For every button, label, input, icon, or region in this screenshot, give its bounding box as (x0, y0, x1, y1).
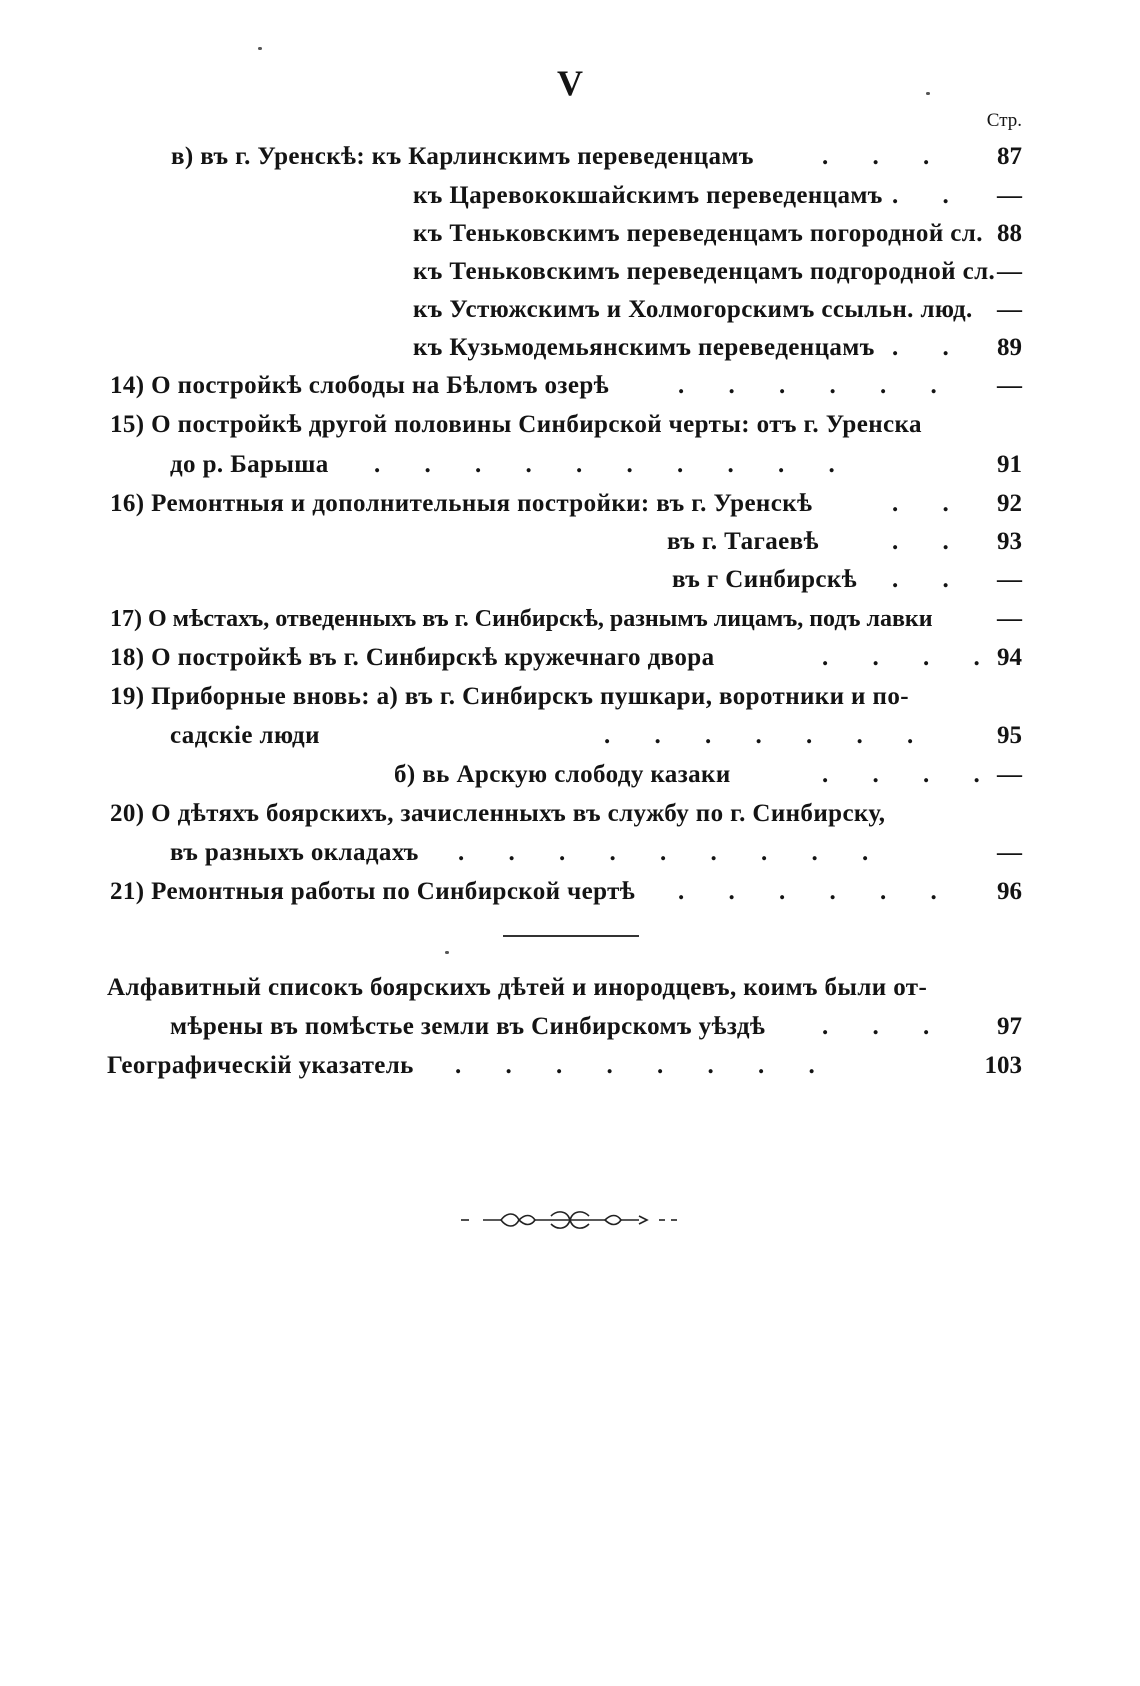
toc-page-number: 88 (997, 220, 1022, 247)
toc-page-number: 91 (997, 451, 1022, 478)
toc-entry-text: къ Теньковскимъ переведенцамъ погородной сл. (413, 220, 983, 247)
toc-entry-text: б) вь Арскую слободу казаки (394, 761, 731, 788)
toc-entry-text: 14) О постройкѣ слободы на Бѣломъ озерѣ (110, 372, 610, 399)
toc-page-number: — (997, 182, 1022, 209)
toc-page-number: 94 (997, 644, 1022, 671)
toc-entry-text: 21) Ремонтныя работы по Синбирской чертѣ (110, 878, 636, 905)
toc-entry-text: в) въ г. Уренскѣ: къ Карлинскимъ переведенцамъ (171, 143, 754, 170)
toc-entry-text: 17) О мѣстахъ, отведенныхъ въ г. Синбирскѣ, разнымъ лицамъ, подъ лавки (110, 606, 933, 632)
toc-leader-dots: . . (892, 566, 968, 593)
scan-speck (258, 47, 262, 50)
toc-entry-text: 19) Приборные вновь: а) въ г. Синбирскъ пушкари, воротники и по- (110, 683, 909, 710)
toc-leader-dots: . . . (822, 1013, 949, 1040)
toc-leader-dots: . . . . . . (678, 372, 956, 399)
toc-entry-text: къ Кузьмодемьянскимъ переведенцамъ (413, 334, 875, 361)
toc-leader-dots: . . . . (822, 644, 999, 671)
toc-page-number: 87 (997, 143, 1022, 170)
toc-leader-dots: . . (892, 334, 968, 361)
section-divider (503, 935, 639, 937)
toc-entry-text: Географическiй указатель (107, 1052, 414, 1079)
toc-page-number: 97 (997, 1013, 1022, 1040)
toc-entry-text: 15) О постройкѣ другой половины Синбирской черты: отъ г. Уренска (110, 411, 922, 438)
toc-leader-dots: . . . . (822, 761, 999, 788)
toc-entry-text: Алфавитный списокъ боярскихъ дѣтей и инородцевъ, коимъ были от- (107, 974, 928, 1001)
toc-leader-dots: . . . . . . . . . (458, 839, 888, 866)
ornament-divider-icon (455, 1208, 685, 1232)
toc-page-number: 92 (997, 490, 1022, 517)
toc-page-number: — (997, 258, 1022, 285)
toc-entry-text: въ г. Тагаевѣ (667, 528, 819, 555)
toc-page-number: — (997, 605, 1022, 632)
toc-entry-text: мѣрены въ помѣстье земли въ Синбирскомъ уѣздѣ (170, 1013, 766, 1040)
scan-speck (445, 951, 449, 954)
page-number: V (557, 63, 583, 103)
toc-entry-text: 20) О дѣтяхъ боярскихъ, зачисленныхъ въ службу по г. Синбирску, (110, 800, 886, 827)
toc-page-number: — (997, 839, 1022, 866)
toc-entry-text: въ г Синбирскѣ (672, 566, 858, 593)
toc-leader-dots: . . . . . . . . . . (374, 451, 854, 478)
toc-entry-text: 16) Ремонтныя и дополнительныя постройки: въ г. Уренскѣ (110, 490, 813, 517)
toc-leader-dots: . . . (822, 143, 949, 170)
toc-page-number: — (997, 761, 1022, 788)
toc-entry-text: къ Теньковскимъ переведенцамъ подгородной сл. (413, 258, 996, 285)
toc-entry-text: 18) О постройкѣ въ г. Синбирскѣ кружечнаго двора (110, 644, 715, 671)
scan-speck (926, 92, 930, 95)
toc-page-number: — (997, 372, 1022, 399)
toc-leader-dots: . . . . . . . (604, 722, 933, 749)
toc-page-number: — (997, 566, 1022, 593)
toc-page-number: 95 (997, 722, 1022, 749)
toc-entry-text: до р. Барыша (170, 451, 329, 478)
toc-page-number: 96 (997, 878, 1022, 905)
toc-page-number: 93 (997, 528, 1022, 555)
toc-entry-text: садскiе люди (170, 722, 320, 749)
toc-leader-dots: . . (892, 490, 968, 517)
toc-page-number: 103 (984, 1052, 1022, 1079)
toc-entry-text: въ разныхъ окладахъ (170, 839, 419, 866)
toc-leader-dots: . . . . . . . . (455, 1052, 834, 1079)
toc-leader-dots: . . (892, 182, 968, 209)
toc-page-number: — (997, 296, 1022, 323)
toc-page-number: 89 (997, 334, 1022, 361)
toc-entry-text: къ Царевококшайскимъ переведенцамъ (413, 182, 883, 209)
toc-leader-dots: . . . . . . (678, 878, 956, 905)
toc-entry-text: къ Устюжскимъ и Холмогорскимъ ссыльн. люд. (413, 296, 973, 323)
page-column-header: Стр. (986, 110, 1022, 131)
toc-leader-dots: . . (892, 528, 968, 555)
